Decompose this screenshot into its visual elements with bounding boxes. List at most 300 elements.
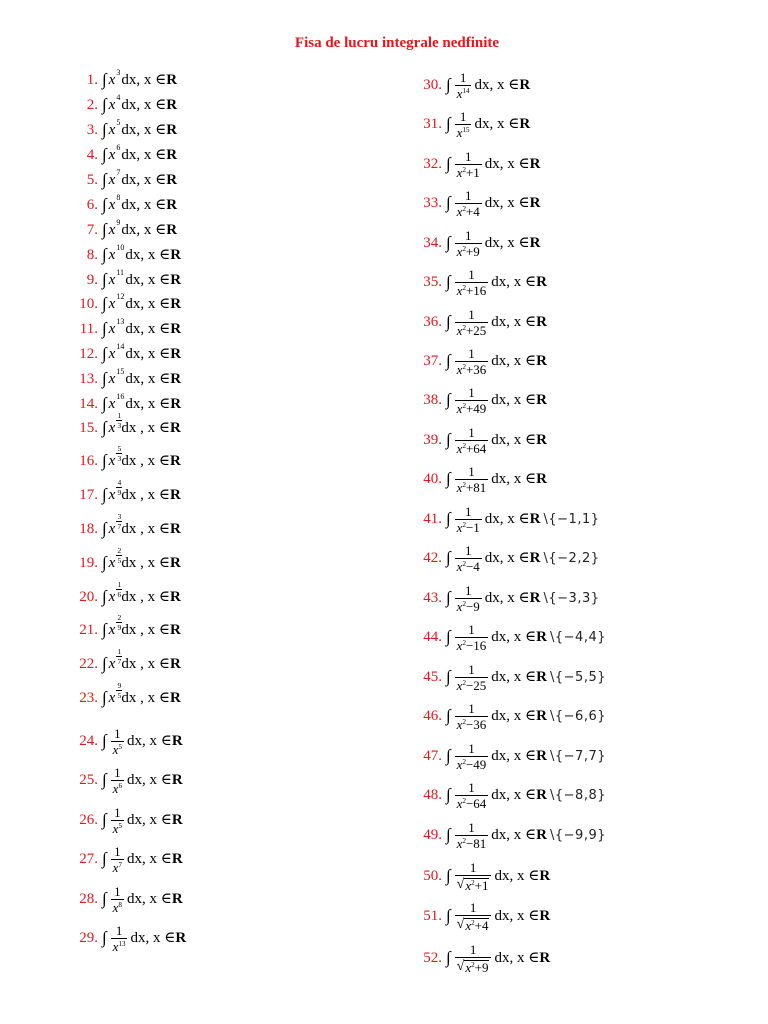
integral-sign-icon: ∫	[102, 849, 107, 868]
item-number: 36.	[423, 314, 442, 330]
denominator	[455, 837, 489, 850]
integral-item	[414, 584, 600, 613]
excluded-set: \{−2,2}	[543, 551, 600, 566]
item-number: 18.	[79, 521, 98, 537]
exponent: 2	[462, 560, 466, 568]
integral-tail: dx, x ∈	[491, 629, 537, 645]
integral-sign-icon: ∫	[446, 351, 451, 370]
numerator: 1	[468, 385, 475, 400]
exponent: 15	[462, 126, 470, 134]
exponent: 14	[462, 87, 470, 95]
item-number: 43.	[423, 590, 442, 606]
integral-sign-icon: ∫	[446, 469, 451, 488]
integral-sign-icon: ∫	[446, 825, 451, 844]
integral-item	[70, 392, 182, 413]
exponent-numerator: 5	[117, 444, 122, 453]
integral-tail: dx, x ∈	[126, 772, 172, 788]
item-number: 32.	[423, 156, 442, 172]
denominator-expression	[457, 362, 487, 377]
denominator-expression	[457, 283, 487, 298]
fraction	[455, 189, 482, 218]
numerator: 1	[468, 425, 475, 440]
exponent: 2	[462, 797, 466, 805]
real-set-symbol: R	[536, 432, 547, 448]
item-number: 16.	[79, 453, 98, 469]
exponent: 15	[116, 367, 125, 376]
integral-tail: dx, x ∈	[121, 222, 167, 238]
integral-tail: dx , x ∈	[121, 555, 170, 571]
item-number: 41.	[423, 511, 442, 527]
exponent: 3	[116, 68, 121, 77]
integral-tail: dx, x ∈	[491, 669, 537, 685]
integral-sign-icon: ∫	[102, 688, 107, 707]
denominator	[455, 126, 472, 139]
radical-icon: √	[456, 959, 465, 974]
integral-tail: dx, x ∈	[494, 950, 540, 966]
item-number: 11.	[79, 321, 98, 337]
integral-sign-icon: ∫	[102, 195, 107, 214]
integral-sign-icon: ∫	[102, 810, 107, 829]
exponent: 2	[462, 402, 466, 410]
variable-x: x 7	[108, 168, 121, 188]
variable-x: x	[112, 900, 119, 915]
exponent: 2	[462, 639, 466, 647]
fraction	[455, 544, 482, 573]
fraction	[455, 229, 482, 258]
denominator	[455, 600, 482, 613]
constant-term: +25	[465, 323, 487, 338]
integral-sign-icon: ∫	[446, 667, 451, 686]
real-set-symbol: R	[166, 72, 178, 88]
real-set-symbol: R	[536, 274, 547, 290]
real-set-symbol: R	[539, 950, 551, 966]
denominator	[455, 959, 492, 974]
item-number: 39.	[423, 432, 442, 448]
denominator	[455, 560, 482, 573]
item-number: 50.	[423, 868, 442, 884]
integral-item	[414, 229, 541, 258]
variable-x: x 13	[108, 317, 125, 337]
exponent: 2	[471, 919, 475, 927]
constant-term: +81	[465, 480, 487, 495]
integral-sign-icon: ∫	[446, 154, 451, 173]
fraction	[111, 885, 124, 914]
variable-x: x	[112, 781, 119, 796]
variable-x: x 16	[108, 392, 125, 412]
integral-item	[70, 478, 181, 504]
variable-x: x 5 3	[108, 444, 122, 469]
variable-x: x 4 9	[108, 478, 122, 503]
integral-tail: dx, x ∈	[121, 122, 167, 138]
numerator: 1	[464, 504, 472, 519]
exponent: 4	[116, 93, 121, 102]
integral-item	[414, 702, 606, 731]
integral-sign-icon: ∫	[102, 70, 107, 89]
denominator	[455, 205, 482, 218]
integral-sign-icon: ∫	[446, 906, 451, 925]
integral-sign-icon: ∫	[102, 519, 107, 538]
fractional-exponent	[116, 682, 122, 699]
constant-term: −1	[465, 520, 480, 535]
item-number: 46.	[423, 708, 442, 724]
integral-tail: dx, x ∈	[126, 733, 172, 749]
real-set-symbol: R	[175, 930, 187, 946]
fraction	[455, 71, 472, 100]
integral-item	[70, 766, 183, 795]
integral-item	[414, 465, 547, 494]
real-set-symbol: R	[529, 511, 541, 527]
integral-sign-icon: ∫	[102, 369, 107, 388]
excluded-set: \{−6,6}	[550, 709, 606, 724]
item-number: 34.	[423, 235, 442, 251]
real-set-symbol: R	[169, 622, 181, 638]
exponent: 9	[116, 218, 121, 227]
exponent-denominator: 5	[117, 690, 122, 700]
denominator	[111, 861, 124, 874]
exponent: 2	[462, 718, 466, 726]
fraction	[455, 781, 489, 810]
numerator: 1	[469, 900, 477, 915]
exponent: 2	[462, 481, 466, 489]
exponent-denominator: 7	[117, 656, 122, 666]
integral-sign-icon: ∫	[102, 170, 107, 189]
real-set-symbol: R	[536, 471, 547, 487]
integral-tail: dx, x ∈	[121, 197, 167, 213]
real-set-symbol: R	[536, 787, 547, 803]
exponent-numerator: 4	[117, 478, 122, 487]
exponent-denominator: 5	[117, 555, 122, 565]
denominator	[455, 324, 489, 337]
integral-tail: dx, x ∈	[494, 868, 540, 884]
integral-tail: dx, x ∈	[484, 590, 530, 606]
real-set-symbol: R	[529, 195, 541, 211]
integral-sign-icon: ∫	[446, 272, 451, 291]
real-set-symbol: R	[536, 748, 547, 764]
variable-x: x	[456, 796, 463, 811]
item-number: 45.	[423, 669, 442, 685]
fraction	[455, 505, 482, 534]
integral-sign-icon: ∫	[102, 451, 107, 470]
integral-sign-icon: ∫	[102, 95, 107, 114]
integral-item	[70, 143, 178, 164]
exponent: 2	[462, 442, 466, 450]
integral-tail: dx, x ∈	[121, 97, 167, 113]
real-set-symbol: R	[536, 708, 547, 724]
integral-tail: dx, x ∈	[491, 471, 537, 487]
integral-sign-icon: ∫	[446, 746, 451, 765]
exponent: 5	[118, 743, 122, 751]
fraction	[455, 110, 472, 139]
numerator: 1	[468, 622, 475, 637]
fraction	[455, 943, 492, 974]
denominator-expression	[457, 559, 480, 574]
numerator: 1	[468, 701, 475, 716]
fraction	[455, 465, 489, 494]
real-set-symbol: R	[169, 521, 181, 537]
item-number: 42.	[423, 550, 442, 566]
denominator	[455, 442, 489, 455]
item-number: 17.	[79, 487, 98, 503]
real-set-symbol: R	[539, 868, 551, 884]
exponent-numerator: 2	[117, 613, 122, 622]
excluded-set: \{−9,9}	[550, 828, 606, 843]
constant-term: +16	[465, 283, 487, 298]
integral-tail: dx , x ∈	[121, 453, 170, 469]
integral-tail: dx, x ∈	[491, 432, 537, 448]
integral-tail: dx, x ∈	[125, 371, 171, 387]
exponent: 5	[118, 822, 122, 830]
excluded-set: \{−3,3}	[543, 591, 600, 606]
integral-sign-icon: ∫	[446, 866, 451, 885]
integral-item	[414, 821, 606, 850]
integral-sign-icon: ∫	[446, 627, 451, 646]
numerator: 1	[464, 543, 472, 558]
constant-term: +1	[465, 165, 480, 180]
integral-item	[414, 71, 530, 100]
variable-x: x	[456, 165, 463, 180]
exponent: 2	[462, 284, 466, 292]
variable-x: x 1 6	[108, 580, 122, 605]
real-set-symbol: R	[169, 487, 181, 503]
denominator	[111, 822, 124, 835]
integral-item	[70, 168, 178, 189]
variable-x: x	[465, 918, 472, 933]
integral-tail: dx , x ∈	[121, 521, 170, 537]
integral-item	[414, 308, 547, 337]
radicand	[464, 960, 489, 974]
integral-sign-icon: ∫	[102, 654, 107, 673]
real-set-symbol: R	[536, 629, 547, 645]
numerator: 1	[114, 884, 121, 899]
exponent-numerator: 1	[117, 647, 122, 656]
integral-item	[70, 68, 178, 89]
item-number: 52.	[423, 950, 442, 966]
integral-sign-icon: ∫	[446, 430, 451, 449]
variable-x: x 15	[108, 367, 125, 387]
variable-x: x	[456, 599, 463, 614]
integral-item	[414, 623, 606, 652]
integral-tail: dx, x ∈	[126, 851, 172, 867]
item-number: 29.	[79, 930, 98, 946]
fraction	[455, 347, 489, 376]
variable-x: x 9 5	[108, 681, 122, 706]
item-number: 1.	[86, 72, 98, 88]
variable-x: x 4	[108, 93, 121, 113]
variable-x: x 8	[108, 193, 121, 213]
real-set-symbol: R	[170, 321, 182, 337]
integral-item	[70, 367, 182, 388]
exponent: 2	[462, 363, 466, 371]
variable-x: x	[456, 678, 463, 693]
variable-x: x 2 5	[108, 546, 122, 571]
real-set-symbol: R	[536, 827, 547, 843]
constant-term: +36	[465, 362, 487, 377]
numerator: 1	[114, 765, 121, 780]
radicand	[464, 918, 489, 932]
integral-sign-icon: ∫	[446, 114, 451, 133]
fractional-exponent	[116, 581, 122, 598]
integral-sign-icon: ∫	[446, 75, 451, 94]
denominator-expression	[457, 401, 487, 416]
integral-item	[70, 580, 181, 606]
denominator	[455, 917, 492, 932]
integral-sign-icon: ∫	[446, 706, 451, 725]
denominator-expression	[457, 520, 480, 535]
constant-term: +9	[474, 960, 489, 975]
denominator-expression	[457, 717, 487, 732]
item-number: 47.	[423, 748, 442, 764]
variable-x: x	[456, 244, 463, 259]
integral-sign-icon: ∫	[102, 220, 107, 239]
item-number: 48.	[423, 787, 442, 803]
variable-x: x	[112, 939, 119, 954]
integral-tail: dx, x ∈	[484, 195, 530, 211]
integral-sign-icon: ∫	[446, 233, 451, 252]
exponent: 13	[118, 940, 126, 948]
exponent: 2	[462, 758, 466, 766]
fractional-exponent	[116, 547, 122, 564]
integral-tail: dx, x ∈	[491, 708, 537, 724]
denominator-expression	[457, 323, 487, 338]
constant-term: +9	[465, 244, 480, 259]
integral-item	[70, 193, 178, 214]
variable-x: x	[456, 401, 463, 416]
integral-tail: dx, x ∈	[121, 72, 167, 88]
real-set-symbol: R	[170, 371, 182, 387]
variable-x: x	[456, 283, 463, 298]
integral-sign-icon: ∫	[446, 588, 451, 607]
denominator-expression	[465, 960, 488, 975]
constant-term: −25	[465, 678, 487, 693]
item-number: 3.	[86, 122, 98, 138]
denominator	[455, 87, 472, 100]
exponent-numerator: 1	[117, 580, 122, 589]
integral-item	[414, 943, 550, 974]
square-root	[457, 960, 490, 974]
fractional-exponent	[116, 412, 122, 429]
denominator-expression	[457, 441, 487, 456]
denominator-expression	[457, 757, 487, 772]
variable-x: x	[456, 638, 463, 653]
fraction	[455, 426, 489, 455]
item-number: 2.	[86, 97, 98, 113]
real-set-symbol: R	[170, 272, 182, 288]
real-set-symbol: R	[529, 156, 541, 172]
real-set-symbol: R	[170, 396, 182, 412]
integral-sign-icon: ∫	[446, 948, 451, 967]
exponent-denominator: 3	[117, 420, 122, 430]
integral-sign-icon: ∫	[446, 548, 451, 567]
variable-x: x 12	[108, 292, 125, 312]
variable-x: x	[112, 742, 119, 757]
constant-term: −9	[465, 599, 480, 614]
variable-x: x	[112, 821, 119, 836]
integral-item	[70, 924, 186, 953]
denominator	[455, 679, 489, 692]
constant-term: +4	[465, 204, 480, 219]
real-set-symbol: R	[171, 733, 183, 749]
exponent: 2	[471, 961, 475, 969]
constant-term: −64	[465, 796, 487, 811]
fraction-bar	[455, 915, 492, 916]
fraction	[455, 663, 489, 692]
real-set-symbol: R	[166, 97, 178, 113]
denominator-expression	[457, 480, 487, 495]
item-number: 31.	[423, 116, 442, 132]
fractional-exponent	[116, 445, 122, 462]
variable-x: x	[456, 323, 463, 338]
real-set-symbol: R	[169, 420, 181, 436]
item-number: 22.	[79, 656, 98, 672]
denominator-expression	[457, 638, 487, 653]
real-set-symbol: R	[166, 147, 178, 163]
variable-x: x 14	[108, 342, 125, 362]
real-set-symbol: R	[169, 555, 181, 571]
integral-sign-icon: ∫	[446, 390, 451, 409]
exponent: 2	[462, 521, 466, 529]
fraction	[455, 702, 489, 731]
variable-x: x 9	[108, 218, 121, 238]
exponent: 6	[118, 782, 122, 790]
denominator-expression	[457, 796, 487, 811]
radical-icon: √	[456, 917, 465, 932]
item-number: 23.	[79, 690, 98, 706]
fraction	[111, 727, 124, 756]
numerator: 1	[468, 662, 475, 677]
integral-item	[70, 93, 178, 114]
exponent: 14	[116, 342, 125, 351]
item-number: 20.	[79, 589, 98, 605]
denominator-expression	[457, 599, 480, 614]
denominator	[455, 797, 489, 810]
integral-item	[414, 742, 606, 771]
integral-sign-icon: ∫	[446, 509, 451, 528]
item-number: 28.	[79, 891, 98, 907]
denominator-expression	[465, 878, 488, 893]
integral-tail: dx, x ∈	[125, 296, 171, 312]
fraction	[111, 845, 124, 874]
denominator	[455, 521, 482, 534]
integral-tail: dx, x ∈	[125, 272, 171, 288]
exponent: 2	[462, 205, 466, 213]
exponent: 13	[116, 317, 125, 326]
real-set-symbol: R	[169, 690, 181, 706]
item-number: 25.	[79, 772, 98, 788]
integral-tail: dx, x ∈	[491, 274, 537, 290]
excluded-set: \{−1,1}	[543, 512, 600, 527]
exponent: 8	[116, 193, 121, 202]
item-number: 38.	[423, 392, 442, 408]
fraction	[455, 584, 482, 613]
real-set-symbol: R	[170, 247, 182, 263]
numerator: 1	[468, 346, 475, 361]
integral-tail: dx , x ∈	[121, 487, 170, 503]
fraction	[455, 268, 489, 297]
real-set-symbol: R	[166, 172, 178, 188]
fraction	[455, 623, 489, 652]
item-number: 8.	[86, 247, 98, 263]
integral-sign-icon: ∫	[102, 294, 107, 313]
exponent-denominator: 9	[117, 622, 122, 632]
numerator: 1	[464, 149, 472, 164]
integral-tail: dx, x ∈	[491, 314, 537, 330]
integral-sign-icon: ∫	[102, 587, 107, 606]
numerator: 1	[459, 109, 467, 124]
integral-sign-icon: ∫	[446, 785, 451, 804]
integral-item	[70, 613, 181, 639]
integral-tail: dx, x ∈	[125, 321, 171, 337]
variable-x: x	[456, 125, 463, 140]
